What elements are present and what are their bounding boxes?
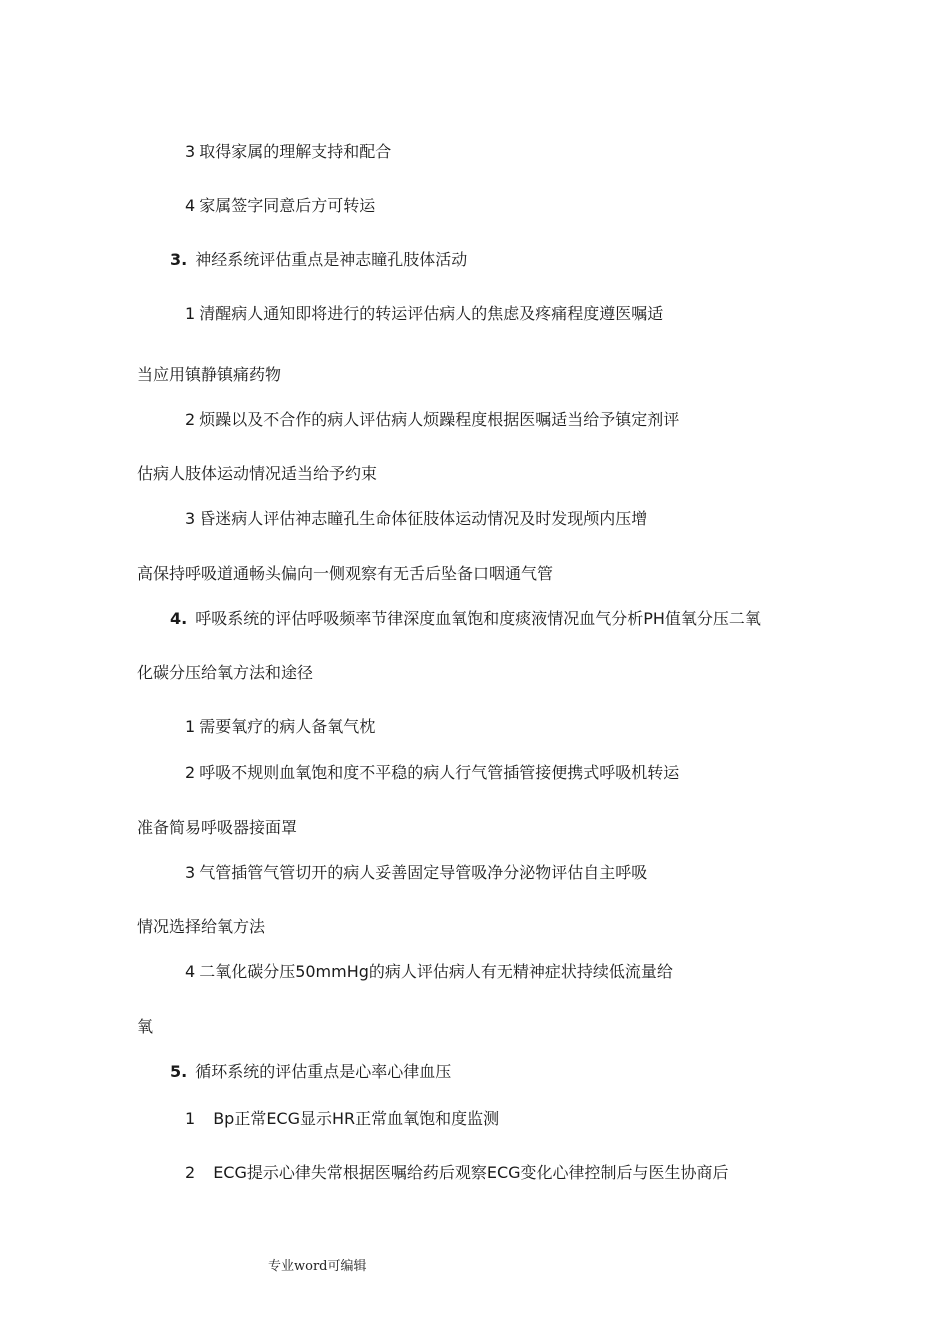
item-number: 2 bbox=[185, 410, 196, 429]
item-number: 3 bbox=[185, 142, 196, 161]
section-number: 3. bbox=[170, 250, 188, 269]
text-line bbox=[185, 1108, 499, 1130]
item-number: 4 bbox=[185, 196, 196, 215]
text-line bbox=[137, 817, 297, 839]
text-line bbox=[185, 716, 375, 738]
text-line bbox=[185, 508, 647, 530]
text-line bbox=[137, 1016, 153, 1038]
line-text: 呼吸不规则血氧饱和度不平稳的病人行气管插管接便携式呼吸机转运 bbox=[199, 763, 680, 782]
line-text: 循环系统的评估重点是心率心律血压 bbox=[195, 1062, 452, 1081]
line-text: 需要氧疗的病人备氧气枕 bbox=[199, 717, 376, 736]
section-heading bbox=[170, 1061, 451, 1083]
item-number: 1 bbox=[185, 717, 196, 736]
line-text: ECG提示心律失常根据医嘱给药后观察ECG变化心律控制后与医生协商后 bbox=[213, 1163, 729, 1182]
line-text: 家属签字同意后方可转运 bbox=[199, 196, 376, 215]
text-line bbox=[185, 409, 679, 431]
text-line bbox=[137, 662, 313, 684]
item-number: 2 bbox=[185, 1163, 196, 1182]
text-line bbox=[185, 1162, 729, 1184]
text-line bbox=[185, 961, 673, 983]
text-line bbox=[137, 916, 265, 938]
text-line bbox=[137, 563, 553, 585]
line-text: 神经系统评估重点是神志瞳孔肢体活动 bbox=[195, 250, 468, 269]
section-heading bbox=[170, 249, 467, 271]
item-number: 4 bbox=[185, 962, 196, 981]
line-text: 氧 bbox=[137, 1017, 154, 1036]
line-text: 取得家属的理解支持和配合 bbox=[199, 142, 392, 161]
item-number: 2 bbox=[185, 763, 196, 782]
line-text: 呼吸系统的评估呼吸频率节律深度血氧饱和度痰液情况血气分析PH值氧分压二氧 bbox=[195, 609, 761, 628]
page-footer: 专业word可编辑 bbox=[268, 1259, 367, 1274]
line-text: Bp正常ECG显示HR正常血氧饱和度监测 bbox=[213, 1109, 500, 1128]
item-number: 3 bbox=[185, 509, 196, 528]
line-text: 二氧化碳分压50mmHg的病人评估病人有无精神症状持续低流量给 bbox=[199, 962, 673, 981]
text-line bbox=[185, 862, 647, 884]
line-text: 化碳分压给氧方法和途径 bbox=[137, 663, 314, 682]
section-number: 4. bbox=[170, 609, 188, 628]
item-number: 3 bbox=[185, 863, 196, 882]
text-line bbox=[185, 303, 663, 325]
text-line bbox=[137, 463, 377, 485]
line-text: 高保持呼吸道通畅头偏向一侧观察有无舌后坠备口咽通气管 bbox=[137, 564, 554, 583]
item-number: 1 bbox=[185, 1109, 196, 1128]
text-line bbox=[185, 195, 375, 217]
line-text: 估病人肢体运动情况适当给予约束 bbox=[137, 464, 378, 483]
text-line bbox=[185, 762, 679, 784]
line-text: 昏迷病人评估神志瞳孔生命体征肢体运动情况及时发现颅内压增 bbox=[199, 509, 648, 528]
section-number: 5. bbox=[170, 1062, 188, 1081]
line-text: 清醒病人通知即将进行的转运评估病人的焦虑及疼痛程度遵医嘱适 bbox=[199, 304, 664, 323]
line-text: 烦躁以及不合作的病人评估病人烦躁程度根据医嘱适当给予镇定剂评 bbox=[199, 410, 680, 429]
line-text: 情况选择给氧方法 bbox=[137, 917, 266, 936]
line-text: 当应用镇静镇痛药物 bbox=[137, 365, 282, 384]
section-heading bbox=[170, 608, 761, 630]
item-number: 1 bbox=[185, 304, 196, 323]
text-line bbox=[185, 141, 391, 163]
line-text: 准备简易呼吸器接面罩 bbox=[137, 818, 298, 837]
line-text: 气管插管气管切开的病人妥善固定导管吸净分泌物评估自主呼吸 bbox=[199, 863, 648, 882]
text-line bbox=[137, 364, 281, 386]
